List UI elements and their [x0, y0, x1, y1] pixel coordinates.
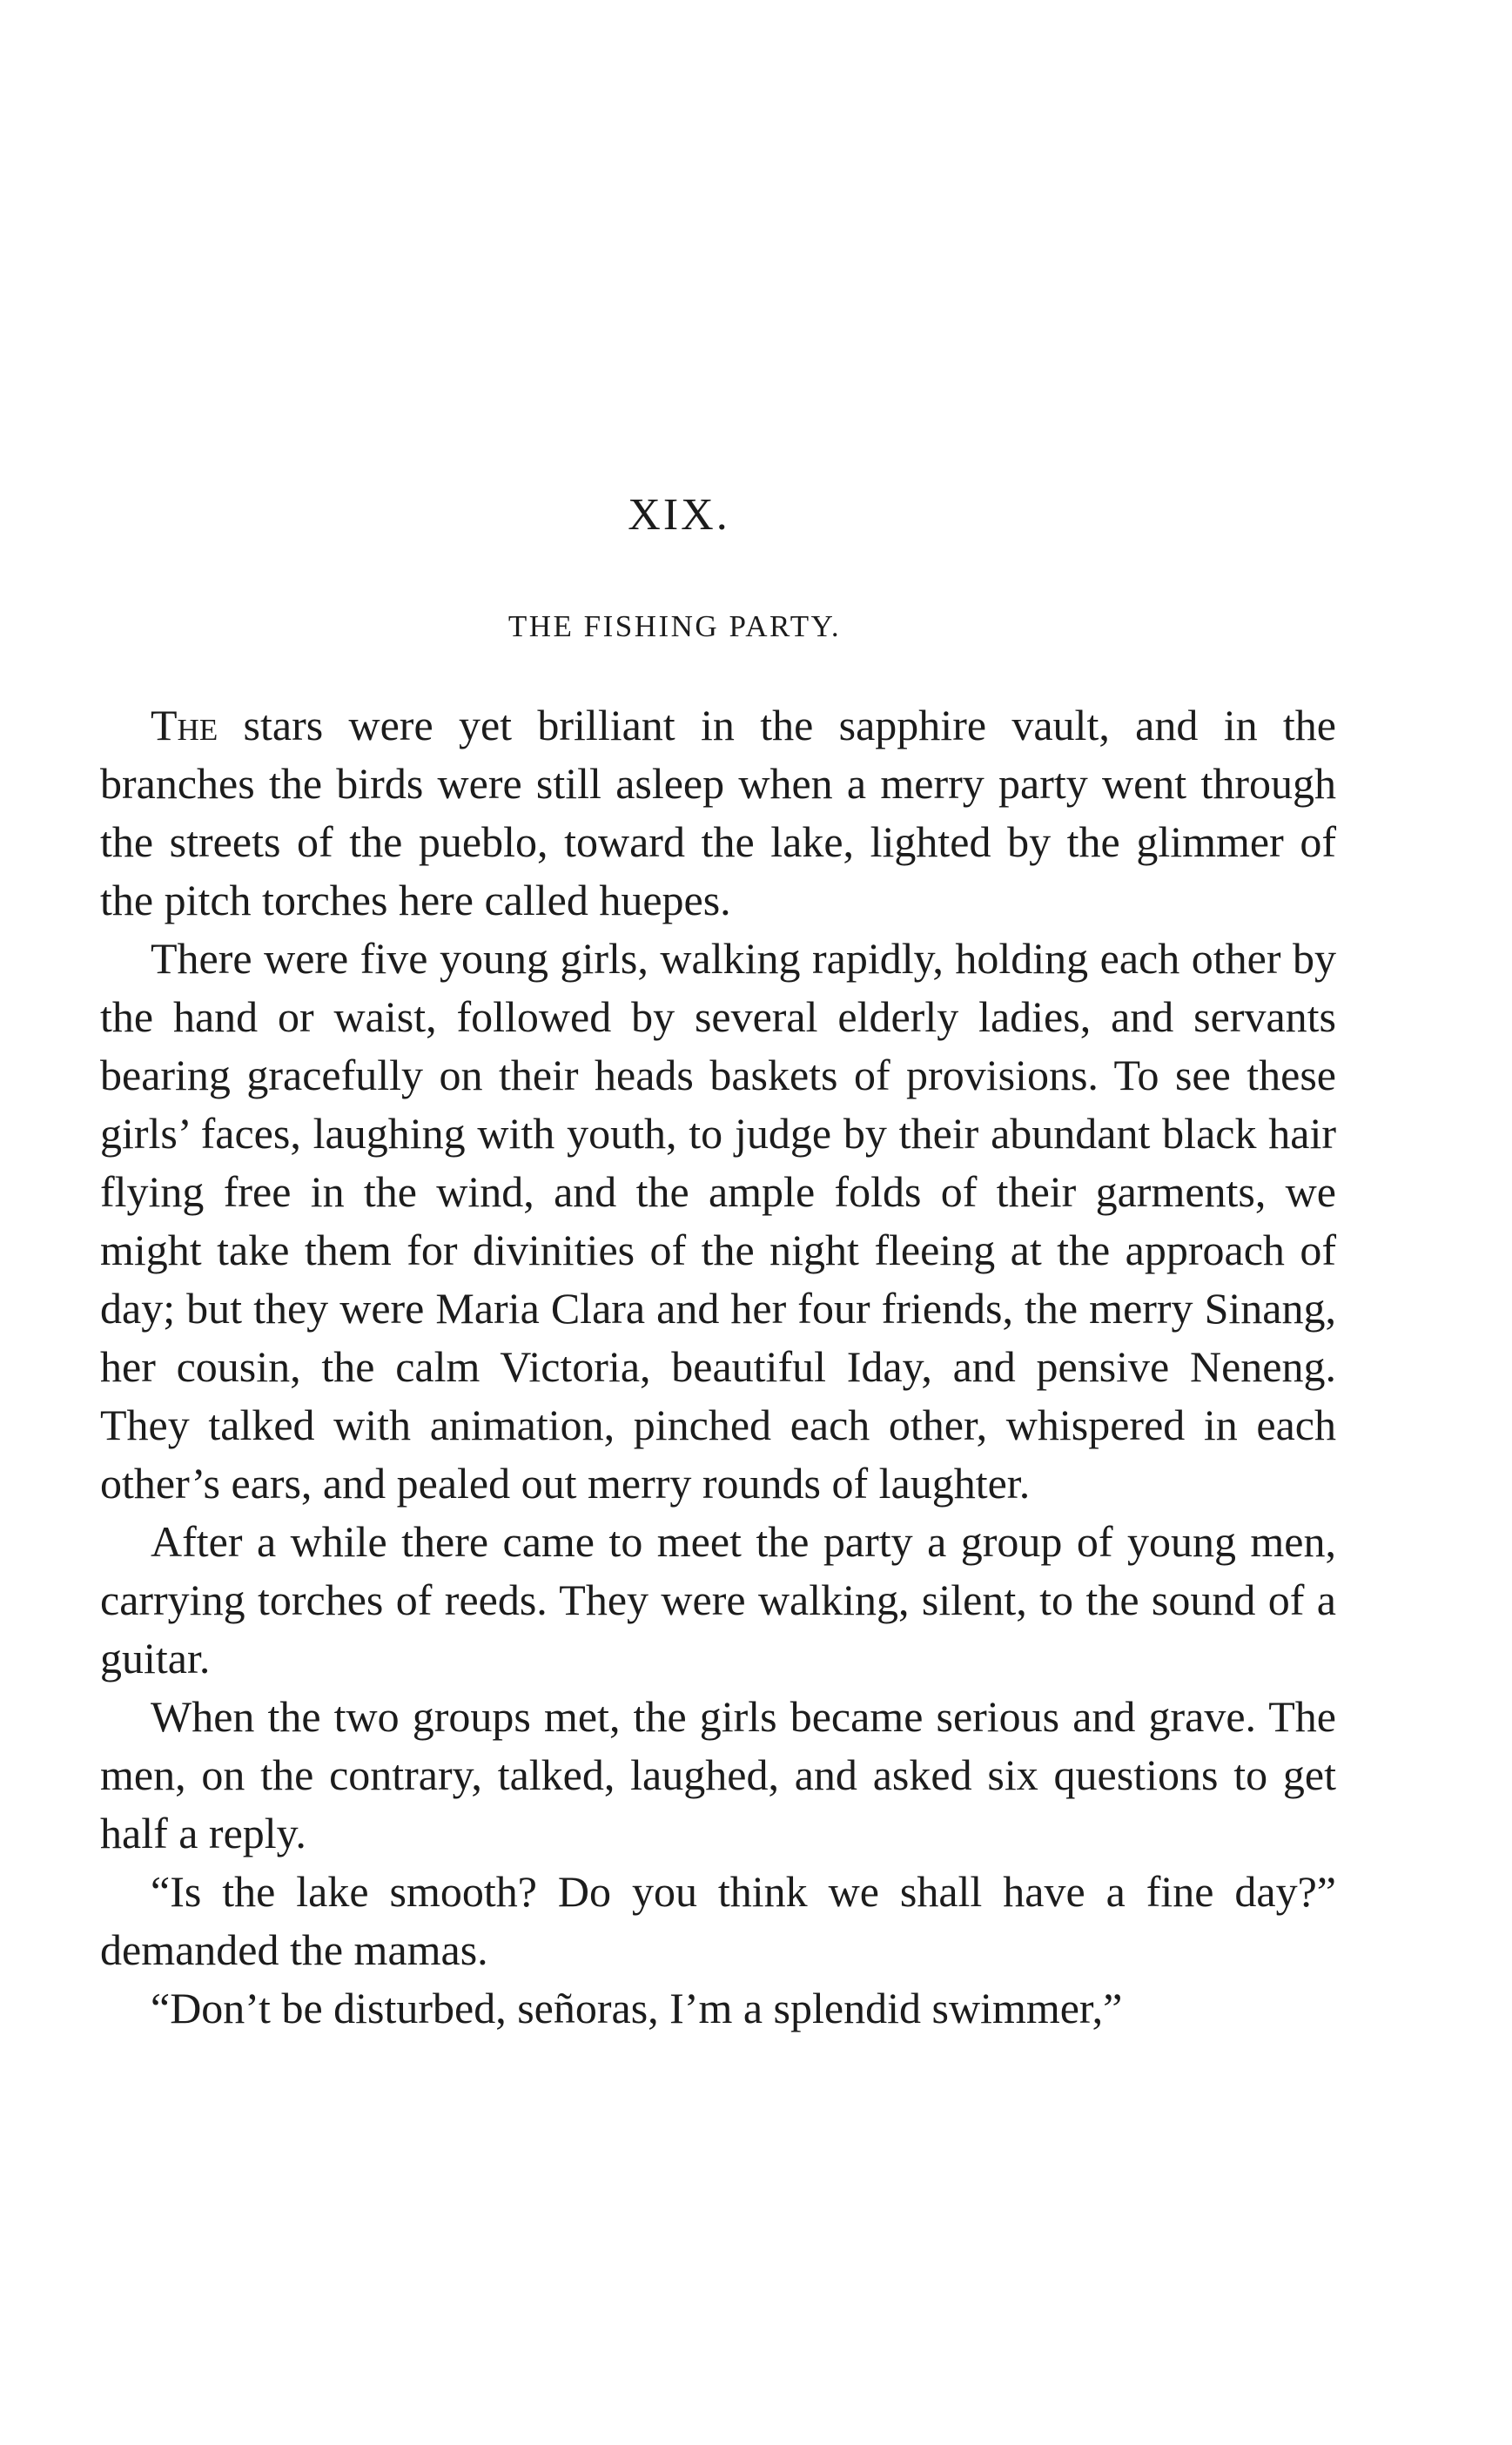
paragraph-3: After a while there came to meet the party a group of young men, carrying torches of reeds. They were walking, silent, to the sound of a guitar.	[100, 1517, 1336, 1683]
chapter-title: THE FISHING PARTY.	[507, 609, 842, 643]
body-text	[100, 696, 1336, 2038]
paragraph-2: There were five young girls, walking rapidly, holding each other by the hand or waist, followed by several elderly ladies, and servants bearing gracefully on their heads baskets of provisions. To see these girls’ faces, laughing with youth, to judge by their abundant black hair flying free in the wind, and the ample folds of their garments, we might take them for divinities of the night fleeing at the approach of day; but they were Maria Clara and her four friends, the merry Sinang, her cousin, the calm Victoria, beautiful Iday, and pensive Neneng. They talked with animation, pinched each other, whispered in each other’s ears, and pealed out merry rounds of laughter.	[100, 934, 1336, 1508]
paragraph-4: When the two groups met, the girls became serious and grave. The men, on the contrary, talked, laughed, and asked six questions to get half a reply.	[100, 1692, 1336, 1857]
chapter-number: XIX.	[628, 490, 730, 540]
paragraph-6: “Don’t be disturbed, señoras, I’m a splendid swimmer,”	[151, 1984, 1123, 2032]
paragraph-1	[100, 696, 1336, 930]
drop-word: The	[151, 701, 218, 749]
paragraph-1-text: stars were yet brilliant in the sapphire vault, and in the branches the birds were still asleep when a merry party went through the streets of the pueblo, toward the lake, lighted by the glimmer of the pitch torches here called huepes.	[100, 701, 1336, 924]
paragraph-5: “Is the lake smooth? Do you think we shall have a fine day?” demanded the mamas.	[100, 1867, 1336, 1974]
